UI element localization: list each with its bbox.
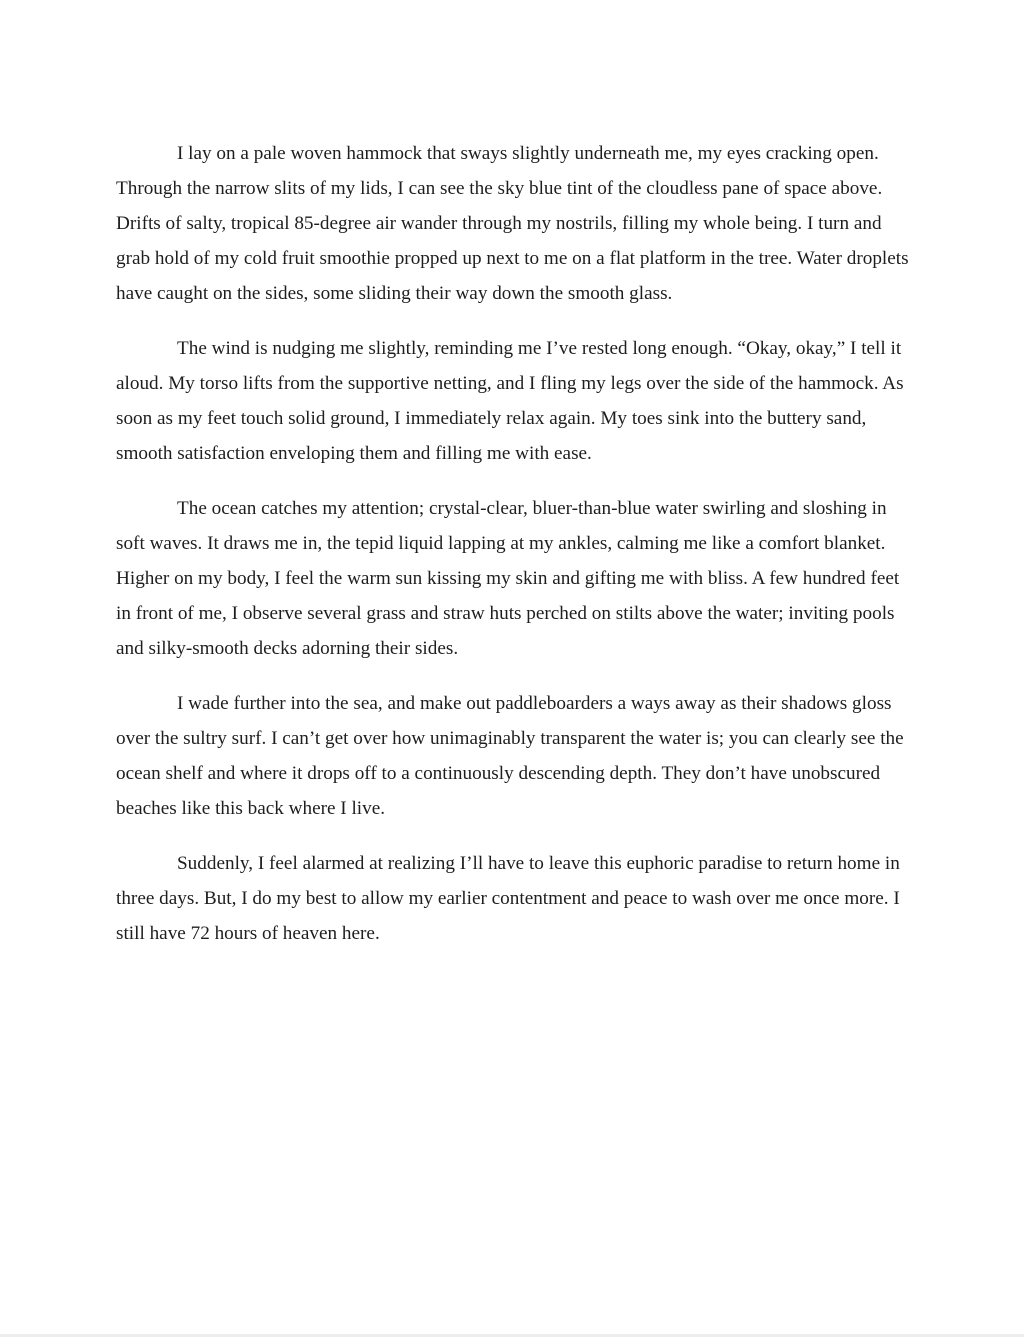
paragraph-5: Suddenly, I feel alarmed at realizing I’ll have to leave this euphoric paradise to return home in three days. But, I do my best to allow my earlier contentment and peace to wash over me once more. I still have 72 hours of heaven here. xyxy=(116,853,900,944)
paragraph-4: I wade further into the sea, and make out paddleboarders a ways away as their shadows gloss over the sultry surf. I can’t get over how unimaginably transparent the water is; you can clearly see the ocean shelf and where it drops off to a continuously descending depth. They don’t have unobscured beaches like this back where I live. xyxy=(116,693,904,819)
paragraph-1: I lay on a pale woven hammock that sways slightly underneath me, my eyes cracking open. Through the narrow slits of my lids, I can see the sky blue tint of the cloudless pane of space above. Drifts of salty, tropical 85-degree air wander through my nostrils, filling my whole being. I turn and grab hold of my cold fruit smoothie propped up next to me on a flat platform in the tree. Water droplets have caught on the sides, some sliding their way down the smooth glass. xyxy=(116,143,909,304)
document-body xyxy=(116,136,910,951)
paragraph-2: The wind is nudging me slightly, reminding me I’ve rested long enough. “Okay, okay,” I tell it aloud. My torso lifts from the supportive netting, and I fling my legs over the side of the hammock. As soon as my feet touch solid ground, I immediately relax again. My toes sink into the buttery sand, smooth satisfaction enveloping them and filling me with ease. xyxy=(116,338,904,464)
paragraph-3: The ocean catches my attention; crystal-clear, bluer-than-blue water swirling and sloshing in soft waves. It draws me in, the tepid liquid lapping at my ankles, calming me like a comfort blanket. Higher on my body, I feel the warm sun kissing my skin and gifting me with bliss. A few hundred feet in front of me, I observe several grass and straw huts perched on stilts above the water; inviting pools and silky-smooth decks adorning their sides. xyxy=(116,498,900,659)
